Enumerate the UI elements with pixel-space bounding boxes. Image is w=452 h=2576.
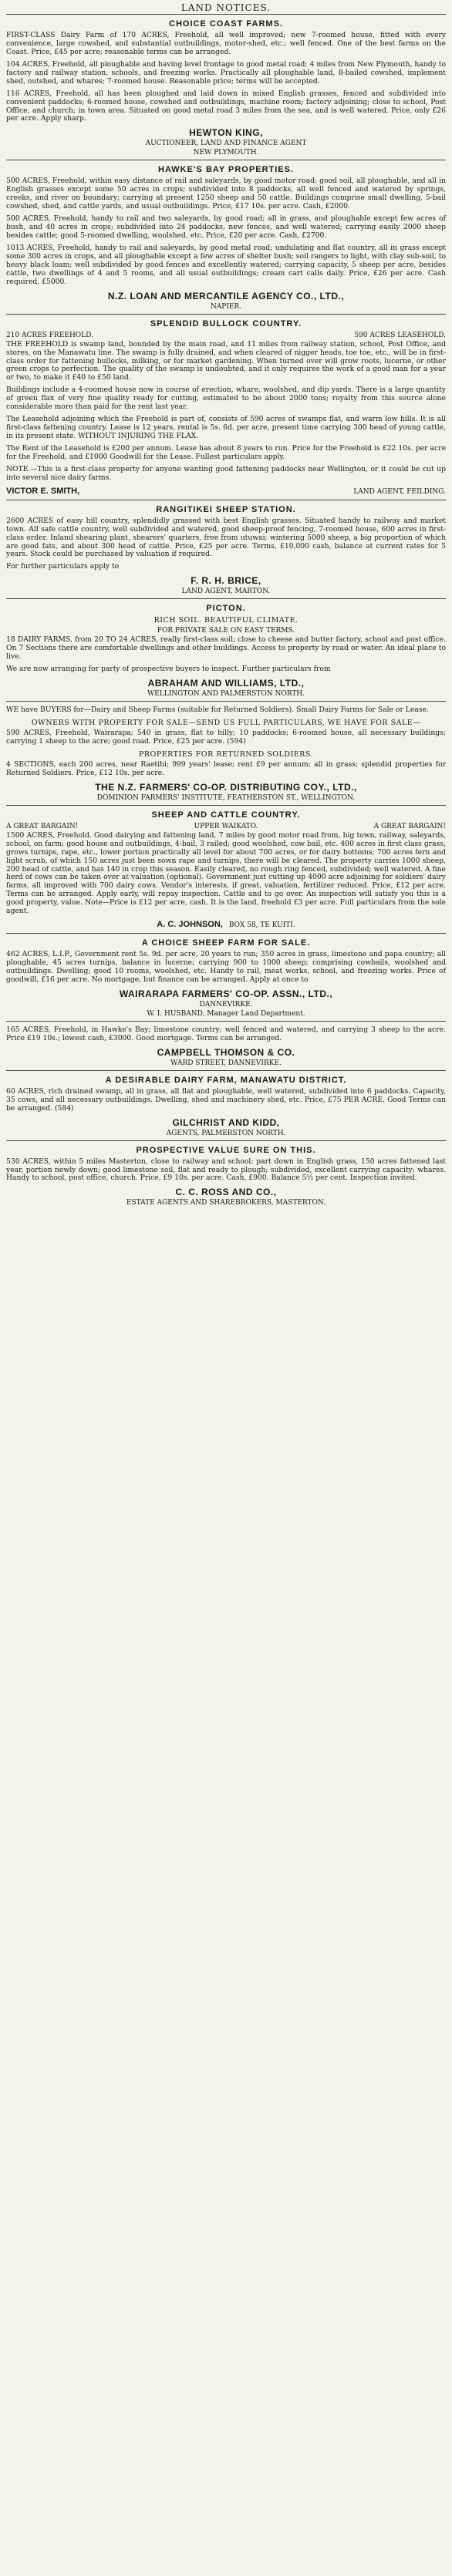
leasehold-heading: 590 ACRES LEASEHOLD. (354, 331, 446, 339)
ad-splendid-bullock-country (6, 314, 446, 500)
ad-paragraph: 462 ACRES, L.I.P., Government rent 5s. 9d. per acre, 20 years to run; 350 acres in grass, limestone and papa country; all ploughable, 45 acres turnips, balance in lucerne; carrying 900 to 1000 sheep; comprising cowbails, woolshed and outbuildings. Dwelling; good 10 rooms, woolshed, etc. Handy to rail, meat works, school, and freezing works. Price of goodwill, £16 per acre. No mortgage, but finance can be arranged. Apply at once to (6, 950, 446, 984)
ad-title: PROSPECTIVE VALUE SURE ON THIS. (136, 1145, 316, 1155)
agent-name: THE N.Z. FARMERS' CO-OP. DISTRIBUTING COY., LTD., (95, 781, 357, 793)
area-headings (6, 332, 446, 339)
ad-terms: FOR PRIVATE SALE ON EASY TERMS. (157, 627, 295, 635)
ad-paragraph: 590 ACRES, Freehold, Wairarapa; 540 in grass, flat to hilly; 10 paddocks; 6-roomed house, all necessary buildings; carrying 1 sheep to the acre; good road. Price, £25 per acre. (594) (6, 729, 446, 746)
agent-town: NEW PLYMOUTH. (193, 149, 259, 157)
agent-name: N.Z. LOAN AND MERCANTILE AGENCY CO., LTD., (107, 290, 345, 301)
ad-callout: PROPERTIES FOR RETURNED SOLDIERS. (139, 749, 313, 759)
agent-subtitle: LAND AGENT, MARTON. (181, 588, 271, 596)
ad-title: RANGITIKEI SHEEP STATION. (156, 504, 296, 514)
agent-name: CAMPBELL THOMSON & CO. (157, 1046, 295, 1058)
agent-name: VICTOR E. SMITH, (6, 486, 80, 496)
ad-paragraph: The Rent of the Leasehold is £200 per annum. Lease has about 8 years to run. Price for the Freehold is £22 10s. per acre for the Freehold, and £1000 Goodwill for the Lease. Fullest particulars apply. (6, 443, 446, 461)
ad-title: HAWKE'S BAY PROPERTIES. (158, 165, 294, 175)
ad-paragraph: NOTE.—This is a first-class property for anyone wanting good fattening paddocks near Wellington, or it could be cut up into several nice dairy farms. (6, 464, 446, 482)
agent-name: F. R. H. BRICE, (191, 575, 261, 587)
ad-paragraph: We are now arranging for party of prospective buyers to inspect. Further particulars from (6, 665, 331, 674)
agent-subtitle: AUCTIONEER, LAND AND FINANCE AGENT (145, 140, 307, 148)
ad-paragraph: For further particulars apply to (6, 562, 120, 571)
agent-name: WAIRARAPA FARMERS' CO-OP. ASSN., LTD., (119, 988, 333, 999)
ad-title: SPLENDID BULLOCK COUNTRY. (150, 318, 302, 328)
bargain-right: A GREAT BARGAIN! (373, 822, 446, 830)
agent-name: A. C. JOHNSON, (157, 920, 223, 930)
ad-paragraph: 60 ACRES, rich drained swamp, all in grass, all flat and ploughable, well watered, subdivided into 6 paddocks. Capacity, 35 cows, and all necessary outbuildings. Dwelling, shed and machinery shed, etc. Price, £75 PER ACRE. Good Terms can be arranged. (584) (6, 1086, 446, 1113)
ad-choice-coast-farms (6, 14, 446, 160)
ad-title: A DESIRABLE DAIRY FARM, MANAWATU DISTRICT. (105, 1075, 347, 1085)
ad-callout: OWNERS WITH PROPERTY FOR SALE—SEND US FULL PARTICULARS, WE HAVE FOR SALE— (31, 719, 421, 727)
ad-paragraph: 1013 ACRES, Freehold, handy to rail and saleyards, by good metal road; undulating and flat country, all in grass except some 300 acres in crops, and all ploughable except a few acres of shelter bush; soil rangers to light, with clay sub-soil, to heavy black loam; well subdivided by good fences and excellently watered; carrying capacity, 5 sheep per acre, besides cattle, two dwellings of 4 and 5 rooms, and all usual outbuildings; cream cart calls daily. Price, £26 per acre. Cash required, £5000. (6, 243, 446, 286)
ad-manawatu-dairy-farm (6, 1070, 446, 1140)
ad-paragraph: 116 ACRES, Freehold, all has been ploughed and laid down in mixed English grasses, fenced and subdivided into convenient paddocks; 6-roomed house, cowshed and outbuildings, machine room; factory adjoining; close to school, Post Office, and church; in town area. Situated on good metal road 3 miles from the sea, and is well watered. Price, only £26 per acre. Apply sharp. (6, 89, 446, 123)
ad-sheep-and-cattle-country (6, 805, 446, 933)
ad-paragraph: 165 ACRES, Freehold, in Hawke's Bay; limestone country; well fenced and watered, and carrying 3 sheep to the acre. Price £19 10s.; lowest cash, £3000. Good mortgage. Terms can be arranged. (6, 1025, 446, 1042)
agent-row (6, 487, 446, 496)
location-center: UPPER WAIKATO. (194, 822, 258, 830)
page-masthead: LAND NOTICES. (180, 2, 272, 13)
agent-name: GILCHRIST AND KIDD, (172, 1116, 280, 1128)
ad-paragraph: 2600 ACRES of easy hill country, splendidly grassed with best English grasses. Situated handy to railway and market town. All safe cattle country, well subdivided and watered, good sheep-proof fencing, 7-roomed house, 600 acres in first-class order. Inland shearing plant, shearers' quarters, free from utuwai; wintering 5000 sheep, a big proportion of which are good fats, and about 300 head of cattle. Price, £25 per acre. Terms, £10,000 cash, balance at current rates for 5 years. Stock could be purchased by valuation if required. (6, 516, 446, 559)
ad-title: CHOICE COAST FARMS. (169, 19, 283, 29)
ad-banner-row (6, 823, 446, 830)
ad-tagline: RICH SOIL. BEAUTIFUL CLIMATE. (153, 616, 299, 625)
ad-paragraph: THE FREEHOLD is swamp land, bounded by the main road, and 11 miles from railway station, school, Post Office, and stores, on the Manawatu line. The swamp is fully drained, and when cleared of nigger heads, toe toe, etc., will be in first-class order for fattening bullocks, milking, or for market gardening. When turned over will grow roots, lucerne, or other green crops to perfection. The quality of the swamp is undoubted, and it only requires the work of a good man for a year or two, to make it £40 to £50 land. (6, 339, 446, 382)
agent-subtitle: ESTATE AGENTS AND SHAREBROKERS, MASTERTON. (126, 1199, 326, 1207)
ad-campbell-thomson (6, 1021, 446, 1070)
ad-paragraph: 530 ACRES, within 5 miles Masterton, close to railway and school; part down in English grass, 150 acres fattened last year, portion newly down; good limestone soil, flat and ready to plough; subdivided, excellent carrying capacity; whares. Handy to school, post office, church. Price, £9 10s. per acre. Cash, £900. Balance 5½ per cent. Inspection invited. (6, 1157, 446, 1183)
ad-prospective-value (6, 1140, 446, 1211)
agent-subtitle: AGENTS, PALMERSTON NORTH. (166, 1129, 286, 1137)
ad-title: A CHOICE SHEEP FARM FOR SALE. (141, 938, 311, 948)
agent-manager: W. I. HUSBAND, Manager Land Department. (147, 1009, 305, 1018)
ad-paragraph: 4 SECTIONS, each 200 acres, near Raetihi; 999 years' lease; rent £9 per annum; all in grass; splendid properties for Returned Soldiers. Price, £12 10s. per acre. (6, 759, 446, 777)
agent-town: DANNEVIRKE. (199, 1000, 253, 1009)
ad-paragraph: 18 DAIRY FARMS, from 20 TO 24 ACRES, really first-class soil; close to cheese and butter factory, school and post office. On 7 Sections there are comfortable dwellings and other buildings. Access to property by road or water. An ideal place to live. (6, 635, 446, 662)
ad-picton (6, 598, 446, 701)
agent-name: HEWTON KING, (189, 127, 263, 139)
ad-paragraph: 500 ACRES, Freehold, within easy distance of rail and saleyards, by good motor road; good soil, all ploughable, and all in English grasses except some 50 acres in crops; subdivided into 8 paddocks, all well fenced and watered by springs, creeks, and river on boundary; carrying at present 1250 sheep and 50 cattle. Buildings comprise small dwelling, 5-bail cowshed, shed, and cattle yards, and usual outbuildings. Price, £17 10s. per acre. Cash, £2000. (6, 177, 446, 211)
agent-row (6, 920, 446, 929)
agent-subtitle: DOMINION FARMERS' INSTITUTE, FEATHERSTON ST., WELLINGTON. (96, 793, 356, 802)
freehold-heading: 210 ACRES FREEHOLD. (6, 331, 93, 339)
agent-location: BOX 58, TE KUITI. (228, 921, 295, 930)
ad-hawkes-bay-properties (6, 160, 446, 313)
ad-choice-sheep-farm (6, 933, 446, 1021)
bargain-left: A GREAT BARGAIN! (6, 822, 79, 830)
ad-paragraph: FIRST-CLASS Dairy Farm of 170 ACRES, Freehold, all well improved; new 7-roomed house, fitted with every convenience, large cowshed, and substantial outbuildings, motor-shed, etc.; well fenced. One of the best farms on the Coast. Price, £45 per acre; reasonable terms can be arranged. (6, 31, 446, 56)
ad-title: SHEEP AND CATTLE COUNTRY. (151, 810, 301, 820)
ad-paragraph: Buildings include a 4-roomed house now in course of erection, whare, woolshed, and dip yards. There is a large quantity of green flax of very fine quality ready for cutting, estimated to be about 2000 tons; royalty from this source alone considerable more than paid for the rent last year. (6, 386, 446, 412)
ad-paragraph: 104 ACRES, Freehold, all ploughable and having level frontage to good metal road; 4 miles from New Plymouth, handy to factory and railway station, schools, and freezing works. Practically all ploughable land, 8-bailed cowshed, implement shed, outshed, and whares; 7-roomed house. Reasonable price; terms will be accepted. (6, 59, 446, 86)
agent-name: ABRAHAM AND WILLIAMS, LTD., (147, 678, 305, 689)
agent-town: NAPIER. (210, 302, 242, 311)
ad-rangitikei-sheep-station (6, 500, 446, 599)
ad-paragraph: 1500 ACRES, Freehold. Good dairying and fattening land, 7 miles by good motor road from, big town, railway, saleyards, school, on farm; good house and outbuildings, 4-bail, 3 railed; good woolshed, cow bail, etc. 400 acres in first class grass, grows turnips, rape, etc., lower portion practically all level for about 700 acres, or for dairy bottoms; 700 acres fern and light scrub, of which 150 acres just been sown rape and turnips, there will be cleared. The property carries 1000 sheep, 200 head of cattle, and has 140 in crop this season. Easily cleared, no rough ring fenced, subdivided; well watered. A fine herd of cows can be taken over at valuation (optional). Government just cutting up 4000 acre adjoining for soldiers' dairy farms, all improved with 700 dairy cows. Vendor's interests, if great, valuation, fertilizer reduced. Price, £12 per acre. Terms can be arranged. Apply early, will repay inspection. Cattle and to go over. An inspection will satisfy you this is a good property, value. Note—Price is £12 per acre, cash. It is the land, freehold £3 per acre. Full particulars from the sole agent. (6, 830, 446, 916)
ad-paragraph: The Leasehold adjoining which the Freehold is part of, consists of 590 acres of swamps flat, and warm low hills. It is all first-class fattening country. Lease is 12 years, rental is 5s. 6d. per acre, present time carrying 300 head of young cattle, in its present state. WITHOUT INJURING THE FLAX. (6, 415, 446, 440)
agent-name: C. C. ROSS AND CO., (175, 1187, 277, 1198)
ad-paragraph: 500 ACRES, Freehold, handy to rail and two saleyards, by good road; all in grass, and ploughable except few acres of bush, and 40 acres in crops; subdivided into 24 paddocks, new fences, and well watered; carrying easily 2000 sheep besides cattle; good 5-roomed dwelling, woolshed, etc. Price, £20 per acre. Cash, £2700. (6, 214, 446, 240)
agent-subtitle: WARD STREET, DANNEVIRKE. (170, 1059, 282, 1067)
ad-paragraph: WE have BUYERS for—Dairy and Sheep Farms (suitable for Returned Soldiers). Small Dairy Farms for Sale or Lease. (6, 705, 429, 715)
agent-subtitle: WELLINGTON AND PALMERSTON NORTH. (147, 690, 305, 699)
ad-title: PICTON. (206, 604, 246, 614)
ad-nz-farmers-coop (6, 701, 446, 805)
agent-location: LAND AGENT, FEILDING. (353, 487, 446, 496)
